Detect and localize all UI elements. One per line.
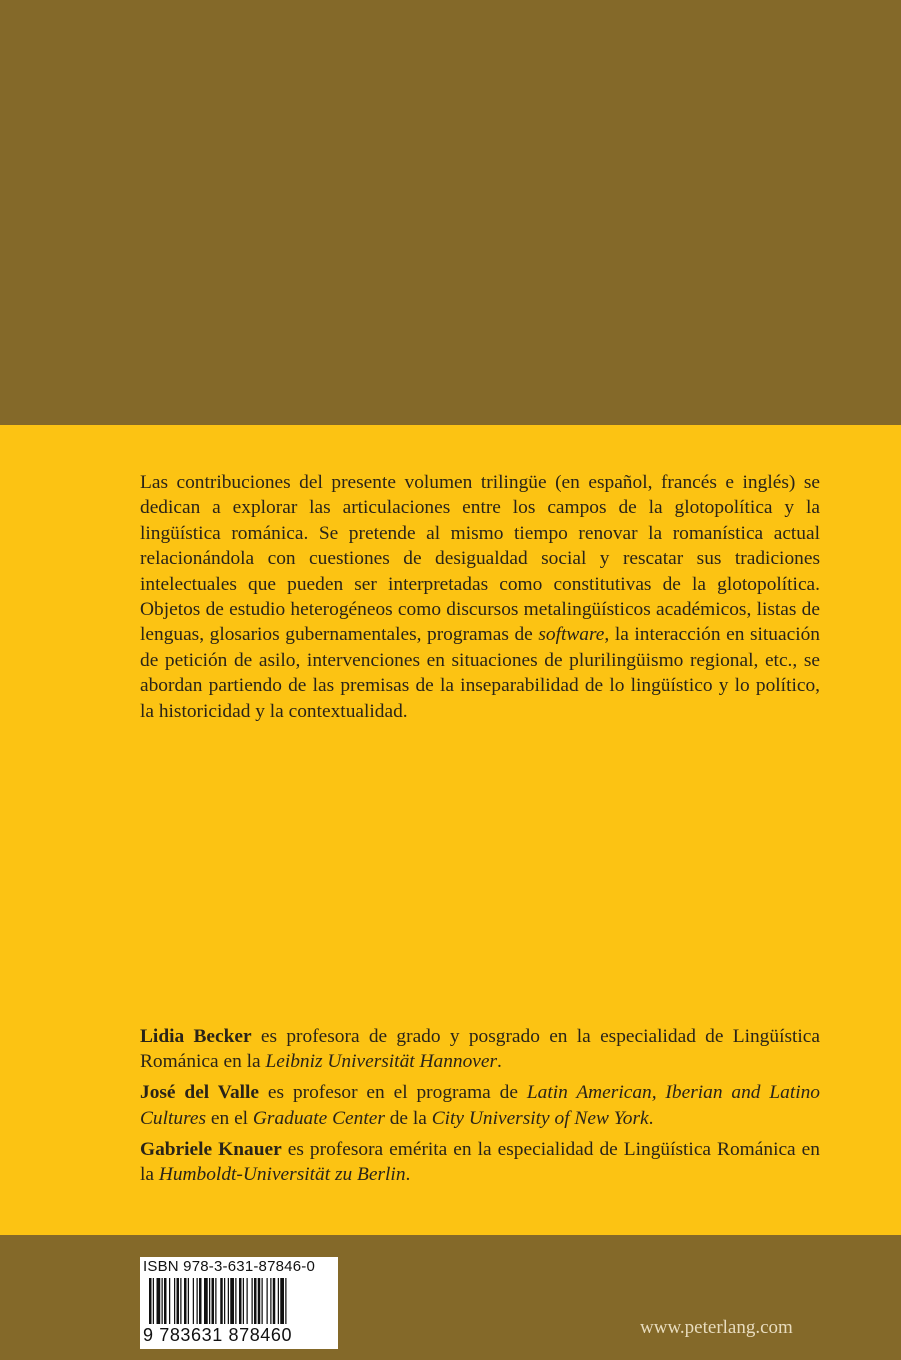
bio-text: .	[405, 1164, 411, 1186]
barcode-bar	[188, 1278, 189, 1324]
editor-bio	[140, 1080, 820, 1130]
barcode-bar	[174, 1278, 175, 1324]
barcode-bar	[228, 1278, 229, 1324]
bio-text: es profesora de grado y posgrado en la especialidad de Lingüística Románica en la	[140, 1026, 820, 1073]
barcode-bar	[254, 1278, 257, 1324]
barcode-bar	[230, 1278, 234, 1324]
editor-name: José del Valle	[140, 1082, 260, 1104]
institution-name: Humboldt-Universität zu Berlin	[158, 1164, 406, 1186]
institution-name: City University of New York	[431, 1107, 649, 1129]
barcode-bar	[262, 1278, 263, 1324]
description-text: Las contribuciones del presente volumen trilingüe (en español, francés e inglés) se dedican a explorar las articulaciones entre los campos de la glotopolítica y la lingüística románica. Se pretende al mismo tiempo renovar la romanística actual relacionándola con cuestiones de desigualdad social y rescatar sus tradiciones intelectuales que pueden ser interpretadas como constitutivas de la glotopolítica. Objetos de estudio heterogéneos como discursos metalingüísticos académicos, listas de lenguas, glosarios gubernamentales, programas de	[140, 472, 820, 646]
barcode-bar	[220, 1278, 223, 1324]
bottom-color-band	[0, 1235, 901, 1360]
institution-name: Graduate Center	[252, 1107, 385, 1129]
barcode-bar	[215, 1278, 216, 1324]
editor-bio	[140, 1024, 820, 1074]
barcode-bar	[164, 1278, 167, 1324]
barcode-bar	[252, 1278, 253, 1324]
barcode-bar	[153, 1278, 154, 1324]
barcode-digits: 9 783631 878460	[143, 1325, 293, 1345]
barcode-bar	[209, 1278, 210, 1324]
barcode-bar	[235, 1278, 236, 1324]
barcode-bar	[184, 1278, 187, 1324]
bio-text: es profesor en el programa de	[259, 1082, 527, 1104]
barcode-bar	[243, 1278, 244, 1324]
program-name: Latin American, Iberian and Latino Cultures	[140, 1082, 820, 1129]
barcode-bar	[169, 1278, 170, 1324]
barcode-bar	[177, 1278, 180, 1324]
barcode-bar	[197, 1278, 198, 1324]
barcode-bar	[285, 1278, 286, 1324]
barcode-bar	[204, 1278, 208, 1324]
barcode-bar	[273, 1278, 276, 1324]
barcode-bar	[149, 1278, 152, 1324]
editor-name: Gabriele Knauer	[140, 1138, 282, 1160]
bio-text: es profesora emérita en la especialidad de Lingüística Románica en la	[140, 1138, 820, 1186]
barcode-bar	[247, 1278, 248, 1324]
barcode-bar	[278, 1278, 279, 1324]
barcode-bar	[162, 1278, 163, 1324]
isbn-barcode	[140, 1257, 338, 1349]
barcode-bar	[157, 1278, 161, 1324]
description-italic-term: software	[538, 624, 605, 646]
barcode-bar	[212, 1278, 215, 1324]
barcode-bar	[224, 1278, 225, 1324]
barcode-bar	[199, 1278, 202, 1324]
barcode-bar	[267, 1278, 268, 1324]
bio-text: en el	[206, 1107, 253, 1129]
editor-name: Lidia Becker	[140, 1026, 252, 1047]
barcode-bar	[270, 1278, 271, 1324]
bio-text: de la	[384, 1107, 432, 1129]
publisher-website: www.peterlang.com	[640, 1317, 793, 1338]
barcode-bar	[239, 1278, 242, 1324]
barcode-bar	[280, 1278, 284, 1324]
isbn-label: ISBN 978-3-631-87846-0	[143, 1258, 316, 1275]
bio-text: .	[497, 1051, 502, 1073]
barcode-bar	[258, 1278, 261, 1324]
editor-bios	[140, 1024, 820, 1193]
editor-bio	[140, 1137, 820, 1187]
description-text: , la interacción en situación de petición de asilo, intervenciones en situaciones de plurilingüismo regional, etc., se abordan partiendo de las premisas de la inseparabilidad de lo lingüístico y lo político, la historicidad y la contextualidad.	[140, 624, 820, 722]
barcode-bar	[180, 1278, 181, 1324]
barcode-bars	[143, 1278, 335, 1326]
bio-text: .	[648, 1107, 654, 1129]
book-description	[140, 470, 820, 724]
top-color-band	[0, 0, 901, 425]
institution-name: Leibniz Universität Hannover	[265, 1051, 498, 1073]
barcode-bar	[193, 1278, 194, 1324]
